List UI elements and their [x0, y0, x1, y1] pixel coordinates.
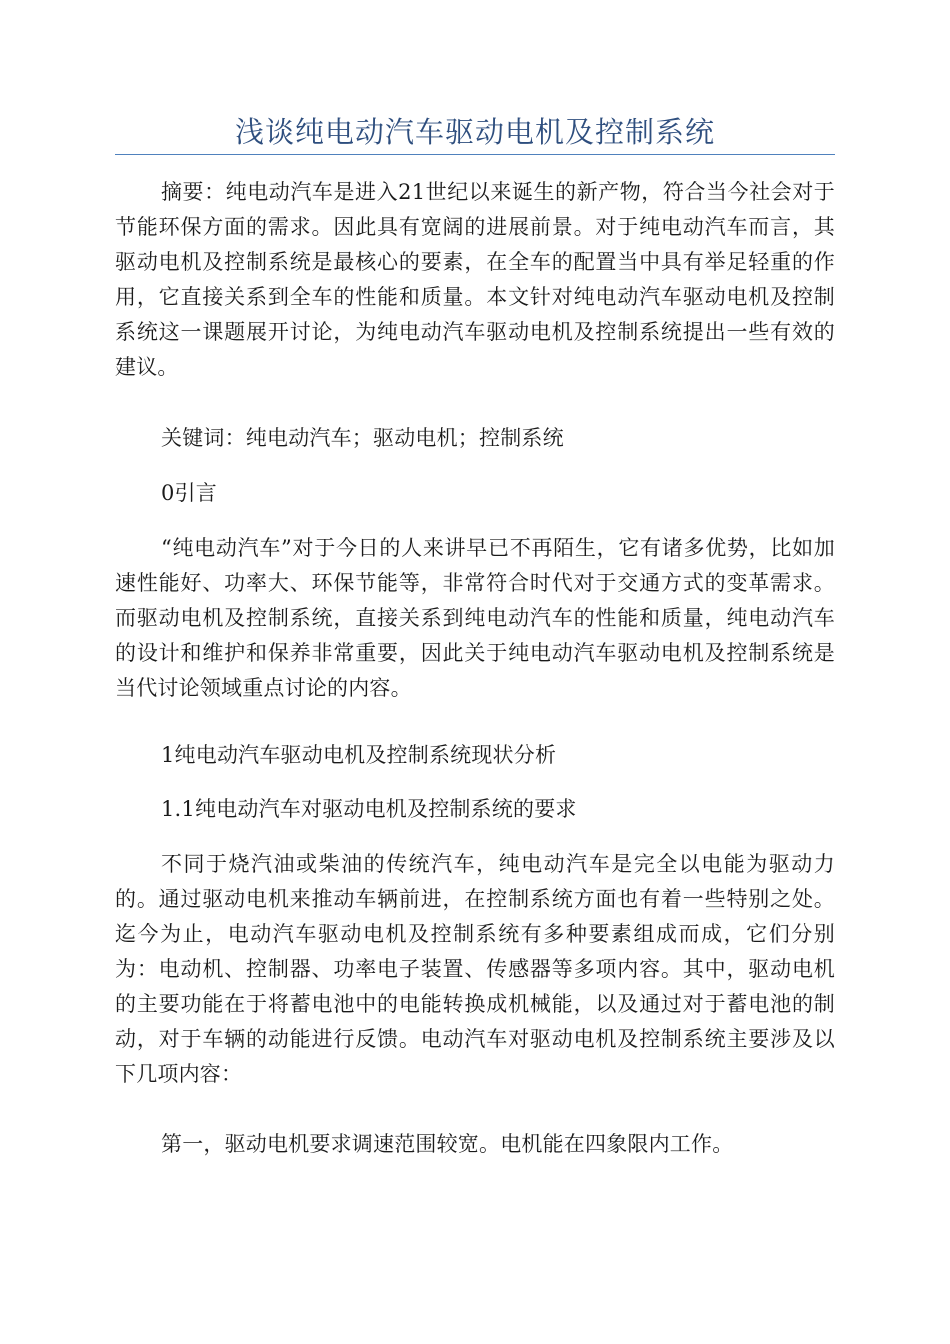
intro-heading: 0引言 — [161, 481, 217, 505]
section-1-1-paragraph: 不同于烧汽油或柴油的传统汽车，纯电动汽车是完全以电能为驱动力的。通过驱动电机来推动车辆前进，在控制系统方面也有着一些特别之处。迄今为止，电动汽车驱动电机及控制系统有多种要素组成而成，它们分别为：电动机、控制器、功率电子装置、传感器等多项内容。其中，驱动电机的主要功能在于将蓄电池中的电能转换成机械能，以及通过对于蓄电池的制动，对于车辆的动能进行反馈。电动汽车对驱动电机及控制系统主要涉及以下几项内容： — [115, 852, 835, 1086]
intro-paragraph: “纯电动汽车”对于今日的人来讲早已不再陌生，它有诸多优势，比如加速性能好、功率大、环保节能等，非常符合时代对于交通方式的变革需求。而驱动电机及控制系统，直接关系到纯电动汽车的性能和质量，纯电动汽车的设计和维护和保养非常重要，因此关于纯电动汽车驱动电机及控制系统是当代讨论领域重点讨论的内容。 — [115, 536, 835, 700]
title-underline — [115, 154, 835, 155]
first-point-paragraph: 第一，驱动电机要求调速范围较宽。电机能在四象限内工作。 — [161, 1132, 734, 1156]
abstract-paragraph: 摘要：纯电动汽车是进入21世纪以来诞生的新产物，符合当今社会对于节能环保方面的需求。因此具有宽阔的进展前景。对于纯电动汽车而言，其驱动电机及控制系统是最核心的要素，在全车的配置当中具有举足轻重的作用，它直接关系到全车的性能和质量。本文针对纯电动汽车驱动电机及控制系统这一课题展开讨论，为纯电动汽车驱动电机及控制系统提出一些有效的建议。 — [115, 180, 835, 379]
keywords-line: 关键词：纯电动汽车；驱动电机；控制系统 — [161, 426, 564, 450]
section-1-1-heading: 1.1纯电动汽车对驱动电机及控制系统的要求 — [161, 797, 577, 821]
section-1-heading: 1纯电动汽车驱动电机及控制系统现状分析 — [161, 743, 557, 767]
document-title: 浅谈纯电动汽车驱动电机及控制系统 — [234, 115, 715, 149]
